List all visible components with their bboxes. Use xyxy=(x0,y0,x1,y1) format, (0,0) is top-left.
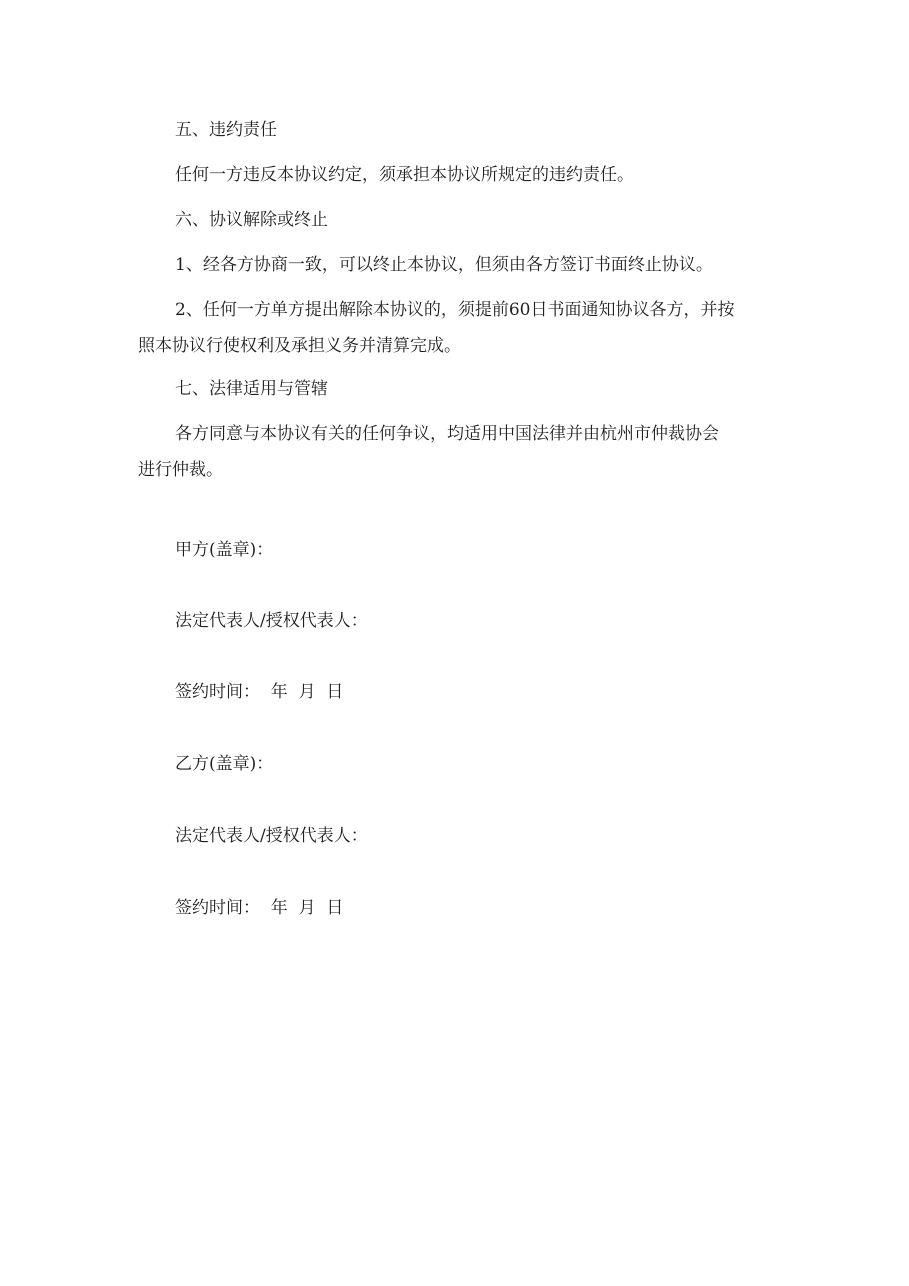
party-b-representative-label: 法定代表人/授权代表人： xyxy=(175,826,368,846)
section-5-body: 任何一方违反本协议约定，须承担本协议所规定的违约责任。 xyxy=(175,165,634,185)
section-6-item-2-line-2: 照本协议行使权利及承担义务并清算完成。 xyxy=(138,336,461,356)
party-b-signing-date-label: 签约时间： 年 月 日 xyxy=(175,898,344,918)
section-5-heading: 五、违约责任 xyxy=(175,120,277,140)
section-7-body-line-1: 各方同意与本协议有关的任何争议，均适用中国法律并由杭州市仲裁协会 xyxy=(175,424,719,444)
section-6-heading: 六、协议解除或终止 xyxy=(175,210,328,230)
section-7-body-line-2: 进行仲裁。 xyxy=(138,460,223,480)
party-a-representative-label: 法定代表人/授权代表人： xyxy=(175,611,368,631)
section-6-item-2-line-1: 2、任何一方单方提出解除本协议的，须提前60日书面通知协议各方，并按 xyxy=(175,300,735,320)
section-7-heading: 七、法律适用与管辖 xyxy=(175,379,328,399)
section-6-item-1: 1、经各方协商一致，可以终止本协议，但须由各方签订书面终止协议。 xyxy=(175,255,713,275)
party-a-seal-label: 甲方(盖章)： xyxy=(175,540,274,560)
party-b-seal-label: 乙方(盖章)： xyxy=(175,754,274,774)
party-a-signing-date-label: 签约时间： 年 月 日 xyxy=(175,682,344,702)
